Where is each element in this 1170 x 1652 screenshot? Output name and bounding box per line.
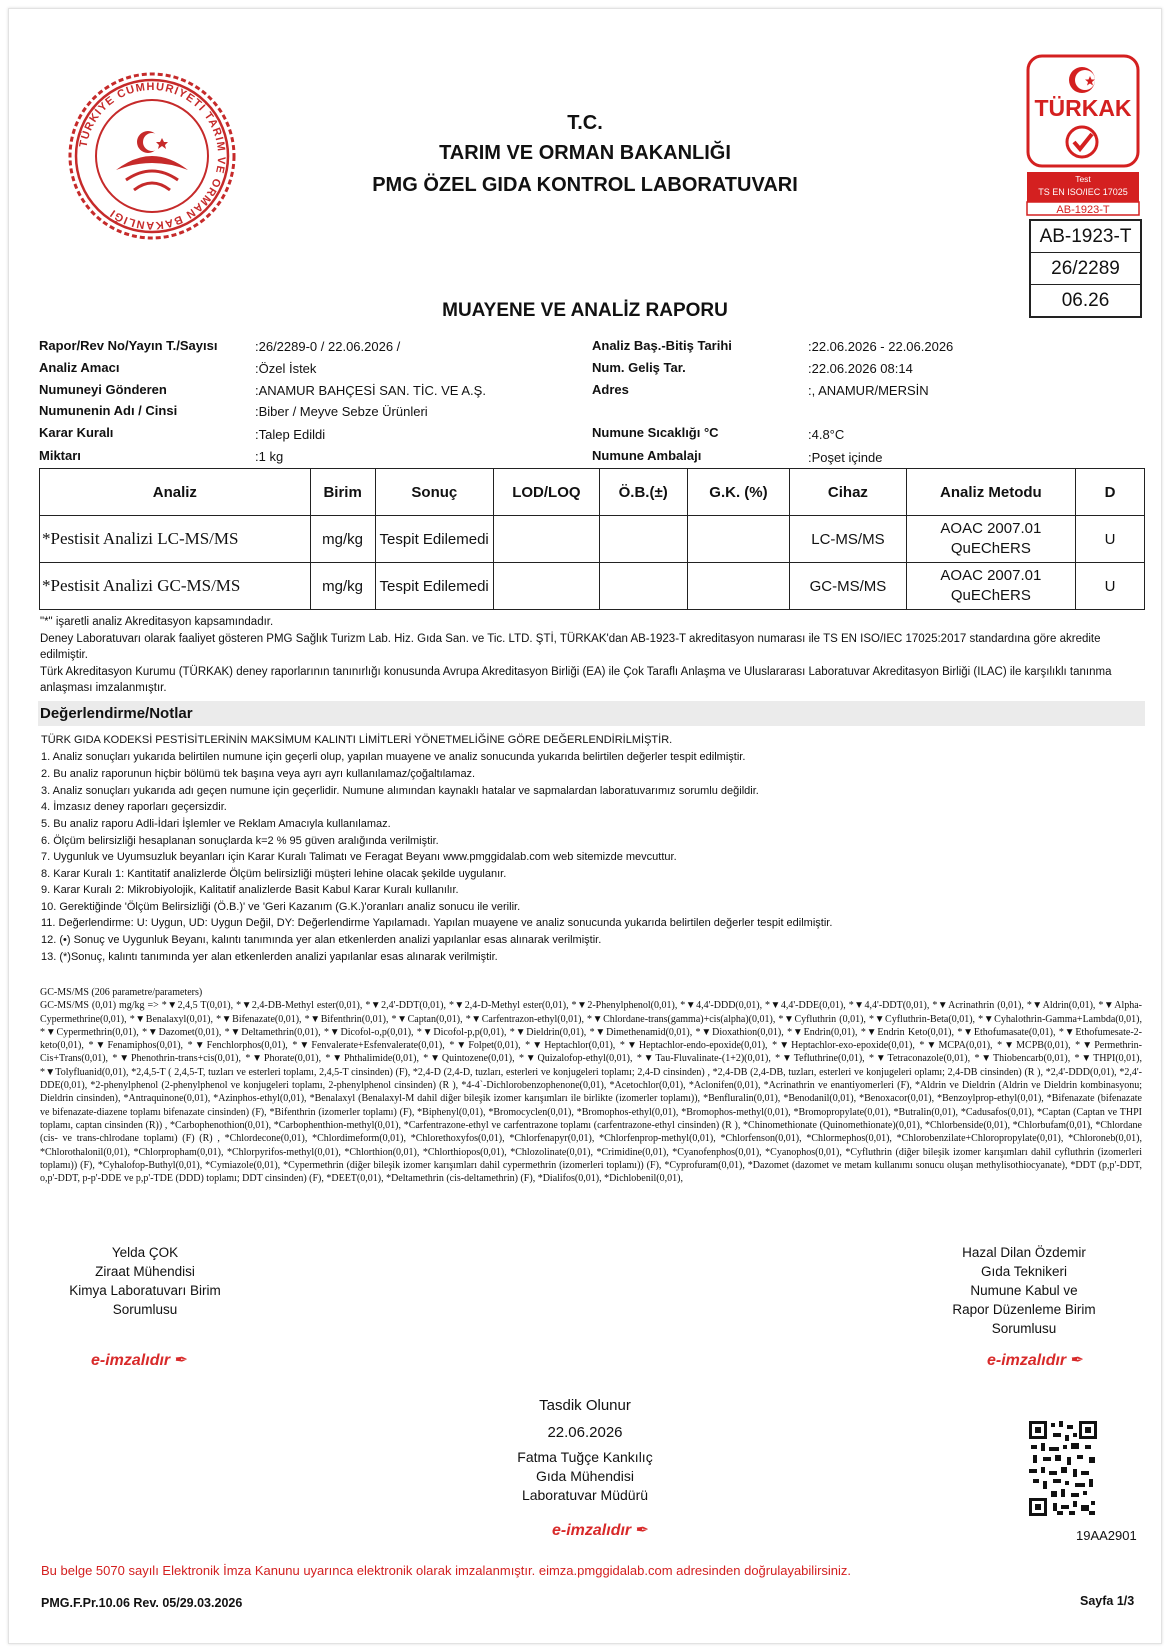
results-table <box>39 468 1145 610</box>
report-title: MUAYENE VE ANALİZ RAPORU <box>442 300 728 321</box>
note-item: 11. Değerlendirme: U: Uygun, UD: Uygun Değil, DY: Değerlendirme Yapılamadı. Yapılan muayene ve analiz sonucunda yukarıda belirtilen değerler tespit edilmiştir. <box>41 917 833 929</box>
info-value-decision-rule: :Talep Edildi <box>255 427 326 442</box>
note-item: 9. Karar Kuralı 2: Mikrobiyolojik, Kalitatif analizlerde Basit Kabul Karar Kuralı kullanılır. <box>41 884 459 896</box>
note-item: 3. Analiz sonuçları yukarıda adı geçen numune için geçerlidir. Numune alımından kaynaklı hatalar ve sapmalardan laboratuvarımız sorumlu değildir. <box>41 785 759 797</box>
qr-code <box>1029 1421 1097 1516</box>
cell-method <box>906 516 1075 563</box>
note-item: 1. Analiz sonuçları yukarıda belirtilen numune için geçerli olup, yapılan muayene ve analiz sonucunda yukarıda belirtilen değerler tespit edilmiştir. <box>41 751 746 763</box>
cell-unit: mg/kg <box>310 563 375 610</box>
svg-text:AB-1923-T: AB-1923-T <box>1056 204 1110 216</box>
note-item: 5. Bu analiz raporu Adli-İdari İşlemler ve Reklam Amacıyla kullanılamaz. <box>41 818 391 830</box>
info-label-arrival-date: Num. Geliş Tar. <box>592 360 686 375</box>
signer-role: Rapor Düzenleme Birim <box>952 1302 1096 1317</box>
col-header: Analiz <box>40 469 311 516</box>
cell-gk <box>687 516 789 563</box>
signature-right <box>926 1243 1122 1338</box>
col-header: Birim <box>310 469 375 516</box>
signer-title: Gıda Teknikeri <box>980 1264 1068 1279</box>
eimza-right: e-imzalıdır ✒ <box>987 1352 1084 1369</box>
accreditation-note: Türk Akreditasyon Kurumu (TÜRKAK) deney raporlarının tanınırlığı konusunda Avrupa Akreditasyon Birliği (EA) ile Çok Taraflı Anlaşma ve Uluslararası Laboratuvar Akreditasyon Birliği (ILAC) ile karşılıklı tanınma anlaşması imzalanmıştır. <box>40 666 1112 694</box>
cell-ob <box>599 563 687 610</box>
method-line1: AOAC 2007.01 <box>940 520 1042 537</box>
info-label-quantity: Miktarı <box>39 448 81 463</box>
info-label-sender: Numuneyi Gönderen <box>39 382 167 397</box>
info-label-analysis-dates: Analiz Baş.-Bitiş Tarihi <box>592 338 732 353</box>
note-item: 2. Bu analiz raporunun hiçbir bölümü tek başına veya ayrı ayrı kullanılamaz/çoğaltılamaz. <box>41 768 476 780</box>
method-line2: QuEChERS <box>950 587 1031 604</box>
svg-text:TS EN ISO/IEC 17025: TS EN ISO/IEC 17025 <box>1038 187 1128 197</box>
info-value-report-no: :26/2289-0 / 22.06.2026 / <box>255 339 401 354</box>
cell-method <box>906 563 1075 610</box>
info-label-address: Adres <box>592 382 629 397</box>
cell-lod <box>494 563 599 610</box>
turkak-logo <box>1026 54 1140 216</box>
approver-role: Laboratuvar Müdürü <box>521 1487 649 1503</box>
parameter-text: GC-MS/MS (0,01) mg/kg => *▼2,4,5 T(0,01), *▼2,4-DB-Methyl ester(0,01), *▼2,4'-DDT(0,01), *▼2,4-D-Methyl ester(0,01), *▼2-Phenylphenol(0,01), *▼4,4'-DDD(0,01), *▼4,4'-DDE(0,01), *▼4,4'-DDT(0,01), *▼Acrinathrin (0,01), *▼Aldrin(0,01), *▼Alpha-Cypermethrine(0,01), *▼Benalaxyl(0,01), *▼Bifenazate(0,01), *▼Bifenthrin(0,01), *▼Captan(0,01), *▼Carfentrazon-ethyl(0,01), *▼Chlordane-trans(gamma)+cis(alpha)(0,01), *▼Cyfluthrin (0,01), *▼Cyfluthrin-Beta(0,01), *▼Cyhalothrin-Gamma+Lambda(0,01), *▼Cypermethrin(0,01), *▼Dazomet(0,01), *▼Deltamethrin(0,01), *▼Dicofol-o,p(0,01), *▼Dicofol-p,p(0,01), *▼Dieldrin(0,01), *▼Dimethenamid(0,01), *▼Dioxathion(0,01), *▼Endrin(0,01), *▼Endrin Keto(0,01), *▼Ethofumasate(0,01), *▼Ethofumesate-2-keto(0,01), *▼Fenamiphos(0,01), *▼Fenchlorphos(0,01), *▼Fenvalerate+Esfenvalerate(0,01), *▼Folpet(0,01), *▼Heptachlor(0,01), *▼Heptachlor-endo-epoxide(0,01), *▼Heptachlor-exo-epoxide(0,01), *▼MCPA(0,01), *▼MCPB(0,01), *▼Permethrin-Cis+Trans(0,01), *▼Phenothrin-trans+cis(0,01), *▼Phorate(0,01), *▼Phthalimide(0,01), *▼Quintozene(0,01), *▼Quizalofop-ethyl(0,01), *▼Tau-Fluvalinate-(1+2)(0,01), *▼Tefluthrine(0,01), *▼Tetraconazole(0,01), *▼Thiobencarb(0,01), *▼THPI(0,01), *▼Tolyfluanid(0,01), *2,4,5-T ( 2,4,5-T, tuzları ve esterleri toplamı, 2,4,5-T cinsinden) (F), *2,4-D (2,4-D, tuzları, esterleri ve konjugeleri toplamı; 2,4-D cinsinden) , *2,4-DB (2,4-DB, tuzları, esterleri ve konjugeleri oplamı; 2,4-DB cinsinden) (R ), *2,4'-DDD(0,01), *2,4'-DDE(0,01), *2-phenylphenol (2-phenylphenol ve konjugeleri toplamı, 2-phenylphenol cinsinden) (R ), *4-4`-Dichlorobenzophenone(0,01), *Acetochlor(0,01), *Aclonifen(0,01), *Acrinathrin ve enantiyomerleri (F), *Aldrin ve Dieldrin (Aldrin ve Dieldrin kombinasyonu; Dieldrin cinsinden), *Antraquinone(0,01), *Azinphos-ethyl(0,01), *Benalaxyl (Benalaxyl-M dahil diğer bileşik izomer karışımları ile birlikte (izomerler toplamı)), *Benfluralin(0,01), *Benodanil(0,01), *Benoxacor(0,01), *Benzoylprop-ethyl(0,01), *Bifenazate (bifenazate ve bifenazate-diazene toplamı bifenazate cinsinden) (F), *Bifenthrin (izomerler toplamı) (F), *Biphenyl(0,01), *Bromocyclen(0,01), *Bromophos-ethyl(0,01), *Bromophos-methyl(0,01), *Bromopropylate(0,01), *Butralin(0,01), *Cadusafos(0,01), *Captan (Captan ve THPI toplamı, captan cinsinden (R)) , *Carbophenothion(0,01), *Carbophenthion-methyl(0,01), *Carfentrazone-ethyl ve carfentrazone toplamı (carfentrazone-ethyl cinsinden) (R ), *Chinomethionate (Quinomethionate)(0,01), *Chlorbenside(0,01), *Chlorbufam(0,01), *Chlordane (cis- ve trans-chlrodane toplamı) (F) (R) , *Chlordecone(0,01), *Chlordimeform(0,01), *Chlorethoxyfos(0,01), *Chlorfenapyr(0,01), *Chlorfenprop-methyl(0,01), *Chlorfenson(0,01), *Chlormephos(0,01), *Chlorobenzilate+Chloropropylate(0,01), *Chloroneb(0,01), *Chlorothalonil(0,01), *Chlorpropham(0,01), *Chlorpyrifos-methyl(0,01), *Chlorthion(0,01), *Chlorthiopos(0,01), *Chlozolinate(0,01), *Crimidine(0,01), *Cyanofenphos(0,01), *Cyanophos(0,01), *Cyfluthrin (diğer bileşik izomer karışımları dahil cyfluthrin (izomerleri toplamı)) (F), *Cyhalofop-Buthyl(0,01), *Cymiazole(0,01), *Cypermethrin (diğer bileşik izomer karışımları dahil cypermethrin (izomerleri toplamı)) (F), *Cyprofuram(0,01), *Dazomet (dazomet ve metam kullanımı sonucu oluşan methylisothiocyanate), *DDT (p,p'-DDT, o,p'-DDT, p-p'-DDE ve p,p'-TDE (DDD) toplamı; DDT cinsinden) (F), *DEET(0,01), *Deltamethrin (cis-deltamethrin) (F), *Dialifos(0,01), *Dichlobenil(0,01), <box>40 1000 1142 1185</box>
cell-result: Tespit Edilemedi <box>375 516 494 563</box>
signer-name: Yelda ÇOK <box>111 1245 179 1260</box>
note-item: 4. İmzasız deney raporları geçersizdir. <box>41 801 227 813</box>
header-lab: PMG ÖZEL GIDA KONTROL LABORATUVARI <box>372 174 798 196</box>
cell-unit: mg/kg <box>310 516 375 563</box>
col-header: D <box>1076 469 1145 516</box>
col-header: Sonuç <box>375 469 494 516</box>
info-label-decision-rule: Karar Kuralı <box>39 425 114 440</box>
signer-name: Hazal Dilan Özdemir <box>962 1245 1086 1260</box>
accreditation-number: 26/2289 <box>1031 253 1140 285</box>
eimza-left: e-imzalıdır ✒ <box>91 1352 188 1369</box>
info-value-purpose: :Özel İstek <box>255 361 317 376</box>
cell-device: GC-MS/MS <box>790 563 907 610</box>
pen-icon: ✒ <box>1070 1352 1084 1369</box>
info-label-temperature: Numune Sıcaklığı °C <box>592 425 719 440</box>
notes-title: Değerlendirme/Notlar <box>38 701 1145 726</box>
info-label-sample-name: Numunenin Adı / Cinsi <box>39 403 178 418</box>
info-value-address: :, ANAMUR/MERSİN <box>808 383 929 398</box>
note-item: 13. (*)Sonuç, kalıntı tanımında yer alan etkenlerden analizi yapılanlar esas alınarak verilmiştir. <box>41 951 498 963</box>
col-header: Analiz Metodu <box>906 469 1075 516</box>
signer-role: Kimya Laboratuvarı Birim <box>69 1283 221 1298</box>
info-value-packaging: :Poşet içinde <box>808 450 883 465</box>
note-item: 6. Ölçüm belirsizliği hesaplanan sonuçlarda k=2 % 95 güven aralığında verilmiştir. <box>41 835 439 847</box>
info-value-analysis-dates: :22.06.2026 - 22.06.2026 <box>808 339 954 354</box>
info-label-report-no: Rapor/Rev No/Yayın T./Sayısı <box>39 338 218 353</box>
approver-title: Gıda Mühendisi <box>535 1468 635 1484</box>
pen-icon: ✒ <box>635 1522 649 1539</box>
cell-result: Tespit Edilemedi <box>375 563 494 610</box>
note-item: 10. Gerektiğinde 'Ölçüm Belirsizliği (Ö.B.)' ve 'Geri Kazanım (G.K.)'oranları analiz sonucu ile verilir. <box>41 901 521 913</box>
svg-text:TÜRKİYE CUMHURİYETİ TARIM VE O: TÜRKİYE CUMHURİYETİ TARIM VE ORMAN BAKANLIĞI <box>77 80 228 232</box>
document-code: PMG.F.Pr.10.06 Rev. 05/29.03.2026 <box>41 1596 243 1610</box>
info-label-purpose: Analiz Amacı <box>39 360 120 375</box>
cell-device: LC-MS/MS <box>790 516 907 563</box>
page-number: Sayfa 1/3 <box>1080 1594 1135 1608</box>
accreditation-note: Deney Laboratuvarı olarak faaliyet gösteren PMG Sağlık Turizm Lab. Hiz. Gıda San. ve Tic. LTD. ŞTİ, TÜRKAK'dan AB-1923-T akreditasyon numarası ile TS EN ISO/IEC 17025:2017 standardına göre akredite edilmiştir. <box>40 633 1101 661</box>
signer-role: Sorumlusu <box>112 1302 178 1317</box>
table-header-row <box>40 469 1145 516</box>
eimza-center: e-imzalıdır ✒ <box>552 1522 649 1539</box>
approval-title: Tasdik Olunur <box>539 1397 631 1414</box>
header-tc: T.C. <box>567 112 603 134</box>
info-value-quantity: :1 kg <box>255 449 284 464</box>
cell-evaluation: U <box>1076 516 1145 563</box>
qr-code-label: 19AA2901 <box>1076 1528 1137 1543</box>
table-row <box>40 516 1145 563</box>
cell-gk <box>687 563 789 610</box>
info-value-sender: :ANAMUR BAHÇESİ SAN. TİC. VE A.Ş. <box>255 383 486 398</box>
table-row <box>40 563 1145 610</box>
cell-analysis: *Pestisit Analizi LC-MS/MS <box>40 516 311 563</box>
note-item: 7. Uygunluk ve Uyumsuzluk beyanları için Karar Kuralı Talimatı ve Feragat Beyanı www.pmggidalab.com web sitemizde mevcuttur. <box>41 851 677 863</box>
parameter-list <box>40 986 1142 1185</box>
accreditation-code: AB-1923-T <box>1031 221 1140 253</box>
cell-evaluation: U <box>1076 563 1145 610</box>
info-value-sample-name: :Biber / Meyve Sebze Ürünleri <box>255 404 428 419</box>
approval-date: 22.06.2026 <box>547 1424 623 1441</box>
note-item: 8. Karar Kuralı 1: Kantitatif analizlerde Ölçüm belirsizliği müşteri lehine olacak şekilde uygulanır. <box>41 868 507 880</box>
svg-text:TÜRKAK: TÜRKAK <box>1034 95 1132 121</box>
signer-title: Ziraat Mühendisi <box>95 1264 195 1279</box>
note-item: 12. (•) Sonuç ve Uygunluk Beyanı, kalıntı tanımında yer alan etkenlerden analizi yapılanlar esas alınarak verilmiştir. <box>41 934 602 946</box>
col-header: G.K. (%) <box>687 469 789 516</box>
info-label-packaging: Numune Ambalajı <box>592 448 702 463</box>
col-header: Cihaz <box>790 469 907 516</box>
signer-role: Numune Kabul ve <box>970 1283 1078 1298</box>
method-line2: QuEChERS <box>950 540 1031 557</box>
signature-left <box>40 1243 250 1319</box>
info-value-arrival-date: :22.06.2026 08:14 <box>808 361 913 376</box>
accreditation-note: "*" işaretli analiz Akreditasyon kapsamındadır. <box>40 616 274 628</box>
method-line1: AOAC 2007.01 <box>940 567 1042 584</box>
parameter-heading: GC-MS/MS (206 parametre/parameters) <box>40 987 203 998</box>
pen-icon: ✒ <box>174 1352 188 1369</box>
notes-intro: TÜRK GIDA KODEKSİ PESTİSİTLERİNİN MAKSİMUM KALINTI LİMİTLERİ YÖNETMELİĞİNE GÖRE DEĞERLENDİRİLMİŞTİR. <box>41 734 673 746</box>
svg-text:Test: Test <box>1075 174 1091 184</box>
cell-analysis: *Pestisit Analizi GC-MS/MS <box>40 563 311 610</box>
accreditation-date: 06.26 <box>1061 290 1110 311</box>
cell-ob <box>599 516 687 563</box>
cell-lod <box>494 516 599 563</box>
col-header: LOD/LOQ <box>494 469 599 516</box>
info-value-temperature: :4.8°C <box>808 427 845 442</box>
col-header: Ö.B.(±) <box>599 469 687 516</box>
esignature-notice: Bu belge 5070 sayılı Elektronik İmza Kanunu uyarınca elektronik olarak imzalanmıştır. eimza.pmggidalab.com adresinden doğrulayabilirsiniz. <box>41 1563 852 1578</box>
signer-role: Sorumlusu <box>991 1321 1057 1336</box>
approver-name: Fatma Tuğçe Kankılıç <box>517 1449 653 1465</box>
header-ministry: TARIM VE ORMAN BAKANLIĞI <box>439 142 731 164</box>
